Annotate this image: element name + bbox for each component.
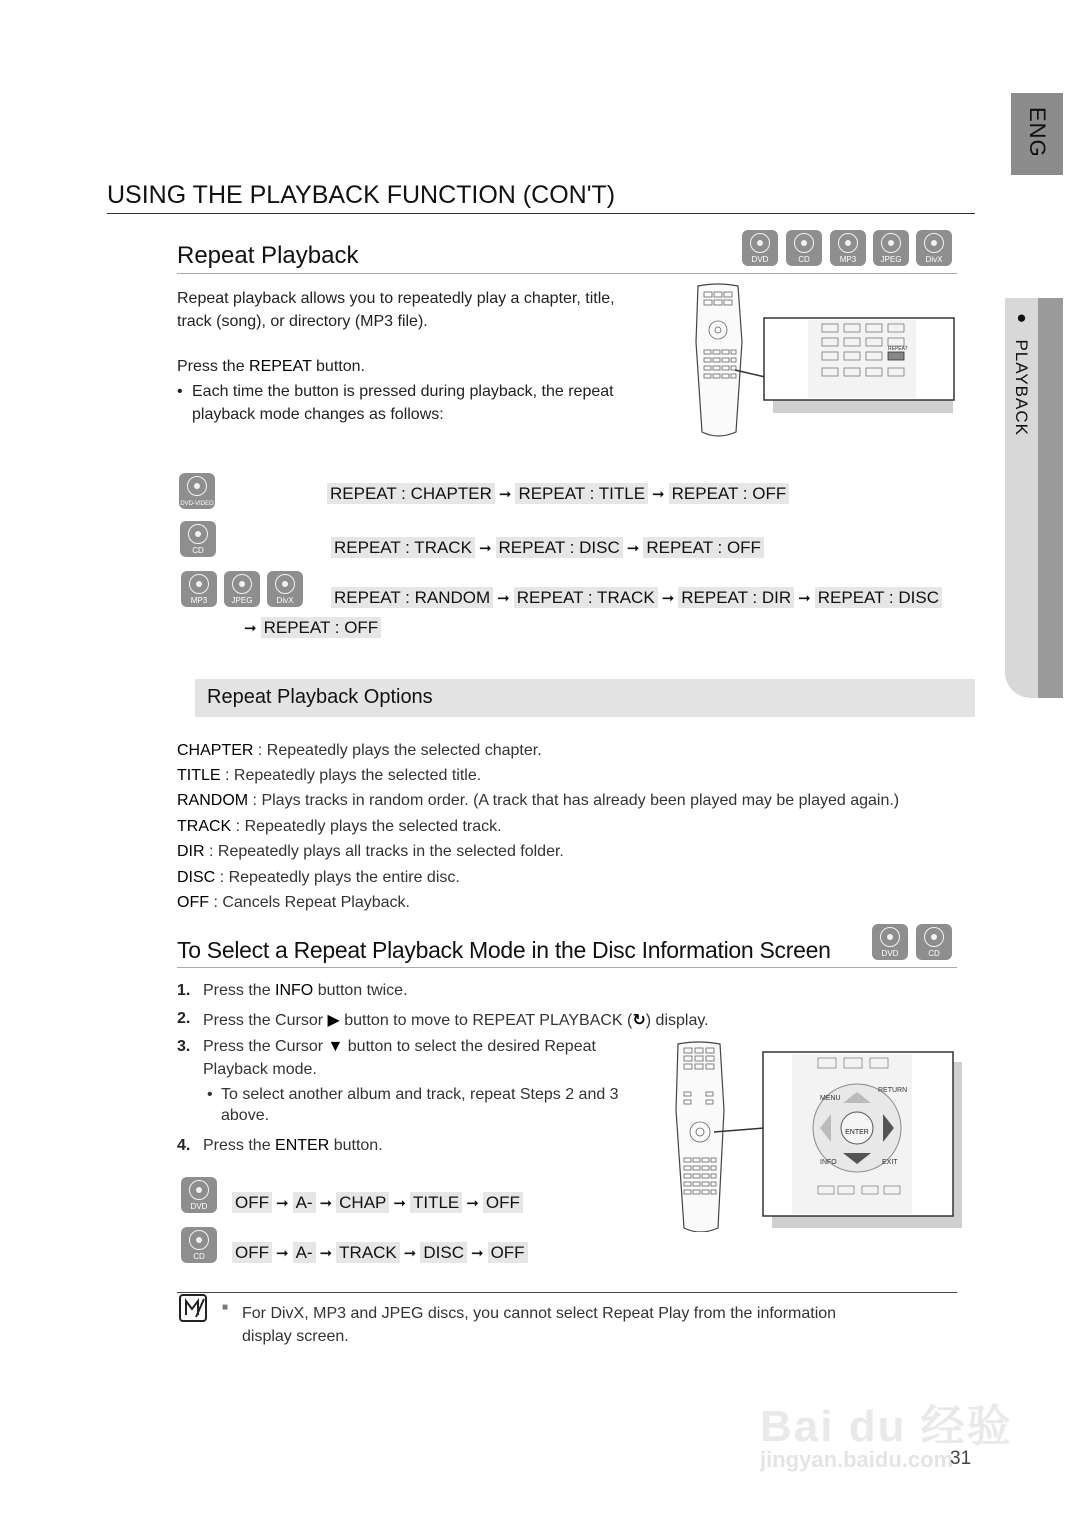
def-track bbox=[177, 818, 502, 836]
title-divider bbox=[107, 213, 975, 214]
jpeg-seq-disc-icon bbox=[224, 571, 260, 607]
repeat-section-title: Repeat Playback bbox=[177, 242, 359, 269]
def-text: : Cancels Repeat Playback. bbox=[209, 894, 410, 911]
seq-item: TRACK bbox=[336, 1242, 400, 1263]
section-tab-text: PLAYBACK bbox=[1012, 339, 1031, 436]
seq-item: REPEAT : DISC bbox=[496, 537, 623, 558]
sub-bullet-line-1: To select another album and track, repeat Steps 2 and 3 bbox=[221, 1086, 619, 1103]
intro-line-2: track (song), or directory (MP3 file). bbox=[177, 313, 428, 330]
page-title: USING THE PLAYBACK FUNCTION (CON'T) bbox=[107, 181, 616, 209]
def-key: RANDOM bbox=[177, 792, 249, 809]
seq-item: A- bbox=[293, 1192, 316, 1213]
select-dvd-disc-icon bbox=[872, 924, 908, 960]
def-random bbox=[177, 792, 899, 810]
step-text: Press the Cursor bbox=[203, 1038, 328, 1055]
cd-seq-disc-icon bbox=[180, 521, 216, 557]
watermark-url: jingyan.baidu.com bbox=[760, 1447, 954, 1472]
step-4 bbox=[177, 1137, 383, 1155]
dvd-repeat-sequence bbox=[327, 484, 789, 504]
step-text: button to select the desired Repeat bbox=[343, 1038, 596, 1055]
mp3-disc-icon bbox=[830, 230, 866, 266]
seq-item: CHAP bbox=[336, 1192, 389, 1213]
step-text: ) display. bbox=[645, 1012, 709, 1029]
seq-item: REPEAT : OFF bbox=[669, 483, 790, 504]
step-text: button to move to REPEAT PLAYBACK ( bbox=[339, 1012, 633, 1029]
step-text: button. bbox=[329, 1137, 383, 1154]
seq-arrow: ➞ bbox=[393, 1195, 406, 1212]
cd-disc-icon bbox=[786, 230, 822, 266]
seq-arrow: ➞ bbox=[470, 1245, 484, 1262]
seq-item: REPEAT : OFF bbox=[261, 617, 382, 638]
repeat-playback-icon: ↻ bbox=[632, 1012, 646, 1029]
seq-arrow: ➞ bbox=[276, 1195, 289, 1212]
seq-arrow: ➞ bbox=[661, 590, 675, 607]
seq-item: REPEAT : RANDOM bbox=[331, 587, 493, 608]
section-tab-label bbox=[1011, 308, 1031, 436]
remote-exit-label: EXIT bbox=[882, 1159, 898, 1166]
seq-arrow: ➞ bbox=[652, 486, 665, 503]
seq-arrow: ➞ bbox=[478, 540, 492, 557]
note-bullet-icon: ■ bbox=[222, 1302, 229, 1313]
cd-info-sequence bbox=[232, 1243, 528, 1263]
dvd-video-badge-label: DVD-VIDEO bbox=[180, 501, 214, 507]
dvd-disc-icon bbox=[742, 230, 778, 266]
seq-arrow: ➞ bbox=[244, 620, 257, 637]
def-dir bbox=[177, 843, 564, 861]
select-section-divider bbox=[177, 967, 957, 968]
bullet-line-2: playback mode changes as follows: bbox=[192, 406, 444, 423]
press-pre: Press the bbox=[177, 358, 250, 375]
divx-badge-label: DivX bbox=[925, 255, 943, 264]
section-tab-bullet: ● bbox=[1012, 308, 1031, 328]
step-number: 2. bbox=[177, 1010, 191, 1027]
seq-arrow: ➞ bbox=[403, 1245, 417, 1262]
mp3-repeat-sequence bbox=[331, 588, 942, 608]
step-text: Press the bbox=[203, 1137, 276, 1154]
watermark-brand: Bai du 经验 bbox=[760, 1402, 1013, 1451]
note-line-2: display screen. bbox=[242, 1328, 349, 1345]
step-3-sub-bullet bbox=[207, 1086, 619, 1124]
def-text: : Repeatedly plays the selected title. bbox=[220, 767, 482, 784]
lang-tab-label: ENG bbox=[1025, 107, 1050, 158]
bullet-mark: • bbox=[177, 383, 183, 400]
divx-seq-badge-label: DivX bbox=[276, 596, 294, 605]
seq-arrow: ➞ bbox=[319, 1195, 333, 1212]
info-cd-disc-icon bbox=[181, 1227, 217, 1263]
select-cd-badge-label: CD bbox=[928, 949, 940, 958]
seq-arrow: ➞ bbox=[798, 590, 811, 607]
seq-item: REPEAT : TRACK bbox=[331, 537, 475, 558]
seq-item: DISC bbox=[420, 1242, 467, 1263]
step-text: Press the bbox=[203, 982, 276, 999]
select-dvd-badge-label: DVD bbox=[881, 949, 899, 958]
remote-repeat-label: REPEAT bbox=[888, 346, 908, 352]
seq-item: REPEAT : TRACK bbox=[514, 587, 658, 608]
def-title bbox=[177, 767, 481, 785]
enter-key-label: ENTER bbox=[275, 1137, 330, 1154]
def-key: CHAPTER bbox=[177, 742, 254, 759]
mp3-repeat-sequence-wrap bbox=[240, 618, 381, 638]
info-cd-badge-label: CD bbox=[193, 1252, 205, 1261]
repeat-section-divider bbox=[177, 273, 957, 274]
mp3-seq-badge-label: MP3 bbox=[190, 596, 208, 605]
info-dvd-disc-icon bbox=[181, 1177, 217, 1213]
seq-item: OFF bbox=[232, 1242, 272, 1263]
step-3 bbox=[177, 1038, 596, 1056]
seq-arrow: ➞ bbox=[276, 1245, 289, 1262]
def-off bbox=[177, 894, 410, 912]
def-key: DISC bbox=[177, 869, 216, 886]
seq-arrow: ➞ bbox=[466, 1195, 479, 1212]
options-title: Repeat Playback Options bbox=[207, 686, 433, 708]
note-icon bbox=[178, 1293, 208, 1323]
step-3-line-2: Playback mode. bbox=[203, 1061, 317, 1078]
step-1 bbox=[177, 982, 408, 1000]
press-repeat-instruction bbox=[177, 355, 365, 378]
remote-menu-label: MENU bbox=[820, 1095, 841, 1102]
seq-item: A- bbox=[293, 1242, 316, 1263]
mp3-seq-disc-icon bbox=[181, 571, 217, 607]
seq-item: REPEAT : TITLE bbox=[515, 483, 648, 504]
sub-bullet-line-2: above. bbox=[221, 1107, 270, 1124]
info-key-label: INFO bbox=[275, 982, 314, 999]
section-tab-edge bbox=[1038, 298, 1063, 698]
select-section-title: To Select a Repeat Playback Mode in the Disc Information Screen bbox=[177, 937, 831, 963]
remote-enter-label: ENTER bbox=[845, 1129, 869, 1136]
divx-seq-disc-icon bbox=[267, 571, 303, 607]
seq-item: OFF bbox=[488, 1242, 528, 1263]
step-2 bbox=[177, 1010, 709, 1030]
lang-tab bbox=[1011, 93, 1063, 175]
seq-item: OFF bbox=[483, 1192, 523, 1213]
dvd-badge-label: DVD bbox=[751, 255, 769, 264]
def-key: DIR bbox=[177, 843, 205, 860]
repeat-key-label: REPEAT bbox=[249, 358, 312, 375]
step-text: button twice. bbox=[313, 982, 408, 999]
seq-item: OFF bbox=[232, 1192, 272, 1213]
def-text: : Repeatedly plays the selected track. bbox=[231, 818, 502, 835]
info-dvd-badge-label: DVD bbox=[190, 1202, 208, 1211]
note-divider bbox=[177, 1292, 957, 1293]
def-key: OFF bbox=[177, 894, 209, 911]
seq-arrow: ➞ bbox=[498, 486, 512, 503]
seq-arrow: ➞ bbox=[626, 540, 640, 557]
select-cd-disc-icon bbox=[916, 924, 952, 960]
jpeg-seq-badge-label: JPEG bbox=[231, 596, 253, 605]
seq-item: TITLE bbox=[410, 1192, 462, 1213]
remote-info-label: INFO bbox=[820, 1159, 837, 1166]
intro-line-1: Repeat playback allows you to repeatedly play a chapter, title, bbox=[177, 290, 615, 307]
dvd-video-disc-icon bbox=[179, 473, 215, 509]
jpeg-disc-icon bbox=[873, 230, 909, 266]
cd-seq-badge-label: CD bbox=[192, 546, 204, 555]
def-disc bbox=[177, 869, 460, 887]
def-text: : Repeatedly plays the selected chapter. bbox=[253, 742, 542, 759]
divx-disc-icon bbox=[916, 230, 952, 266]
remote-control-cursor-illustration bbox=[670, 1040, 965, 1232]
def-key: TRACK bbox=[177, 818, 232, 835]
seq-item: REPEAT : DIR bbox=[678, 587, 794, 608]
jpeg-badge-label: JPEG bbox=[880, 255, 902, 264]
def-text: : Repeatedly plays all tracks in the selected folder. bbox=[204, 843, 564, 860]
dvd-info-sequence bbox=[232, 1193, 523, 1213]
cd-badge-label: CD bbox=[798, 255, 810, 264]
def-chapter bbox=[177, 742, 542, 760]
seq-item: REPEAT : OFF bbox=[643, 537, 764, 558]
repeat-intro bbox=[177, 287, 615, 333]
def-text: : Plays tracks in random order. (A track that has already been played may be played again.) bbox=[248, 792, 900, 809]
step-number: 3. bbox=[177, 1038, 191, 1055]
remote-control-illustration bbox=[690, 282, 960, 442]
press-post: button. bbox=[311, 358, 365, 375]
note-text bbox=[242, 1302, 942, 1348]
note-line-1: For DivX, MP3 and JPEG discs, you cannot select Repeat Play from the information bbox=[242, 1305, 837, 1322]
step-text: Press the Cursor bbox=[203, 1012, 328, 1029]
bullet-line-1: Each time the button is pressed during playback, the repeat bbox=[192, 383, 614, 400]
step-number: 1. bbox=[177, 982, 191, 999]
mp3-badge-label: MP3 bbox=[839, 255, 857, 264]
seq-arrow: ➞ bbox=[497, 590, 510, 607]
cursor-down-icon: ▼ bbox=[327, 1038, 344, 1055]
page-number: 31 bbox=[950, 1448, 972, 1469]
repeat-bullet bbox=[177, 380, 614, 423]
sub-bullet-mark: • bbox=[207, 1086, 213, 1103]
cd-repeat-sequence bbox=[331, 538, 764, 558]
step-number: 4. bbox=[177, 1137, 191, 1154]
def-key: TITLE bbox=[177, 767, 221, 784]
seq-item: REPEAT : CHAPTER bbox=[327, 483, 495, 504]
seq-item: REPEAT : DISC bbox=[815, 587, 942, 608]
remote-return-label: RETURN bbox=[878, 1087, 908, 1094]
cursor-right-icon: ▶ bbox=[327, 1012, 340, 1029]
def-text: : Repeatedly plays the entire disc. bbox=[215, 869, 460, 886]
seq-arrow: ➞ bbox=[319, 1245, 333, 1262]
